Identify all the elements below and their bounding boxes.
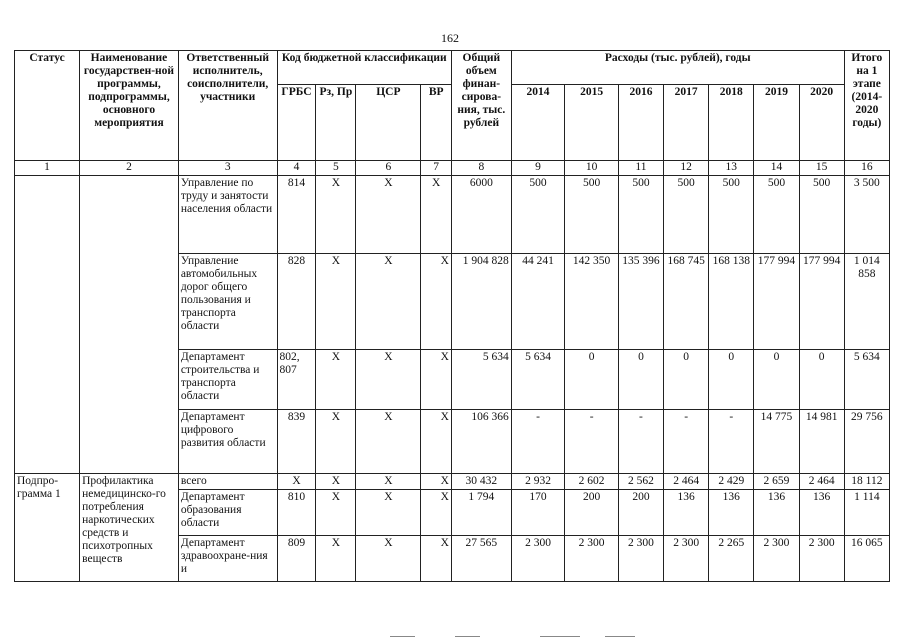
vr-cell: Х: [421, 410, 451, 474]
stage-total-cell: 16 065: [844, 536, 889, 582]
grbs-cell: 814: [277, 176, 316, 254]
year-value-cell: -: [565, 410, 619, 474]
executor-cell: Департамент строительства и транспорта области: [178, 350, 277, 410]
rz-pr-cell: Х: [316, 490, 356, 536]
csr-cell: Х: [356, 410, 421, 474]
year-value-cell: -: [511, 410, 565, 474]
year-value-cell: 136: [664, 490, 709, 536]
rz-pr-cell: Х: [316, 474, 356, 490]
year-value-cell: 5 634: [511, 350, 565, 410]
header-year: 2018: [709, 85, 754, 161]
year-value-cell: 2 464: [664, 474, 709, 490]
header-status: Статус: [15, 51, 80, 161]
year-value-cell: 14 981: [799, 410, 844, 474]
vr-cell: Х: [421, 490, 451, 536]
header-csr: ЦСР: [356, 85, 421, 161]
status-cell: [15, 176, 80, 474]
year-value-cell: 2 464: [799, 474, 844, 490]
csr-cell: Х: [356, 474, 421, 490]
year-value-cell: 168 138: [709, 254, 754, 350]
year-value-cell: -: [618, 410, 663, 474]
rz-pr-cell: Х: [316, 410, 356, 474]
table-row: [15, 176, 890, 254]
executor-cell: Департамент цифрового развития области: [178, 410, 277, 474]
status-cell: Подпро-грамма 1: [15, 474, 80, 582]
csr-cell: Х: [356, 176, 421, 254]
stage-total-cell: 3 500: [844, 176, 889, 254]
header-year: 2017: [664, 85, 709, 161]
year-value-cell: 0: [618, 350, 663, 410]
year-value-cell: 2 300: [799, 536, 844, 582]
csr-cell: Х: [356, 536, 421, 582]
year-value-cell: 0: [709, 350, 754, 410]
total-cell: 30 432: [451, 474, 511, 490]
grbs-cell: 809: [277, 536, 316, 582]
year-value-cell: 0: [754, 350, 799, 410]
year-value-cell: 2 932: [511, 474, 565, 490]
year-value-cell: 500: [618, 176, 663, 254]
year-value-cell: 500: [511, 176, 565, 254]
csr-cell: Х: [356, 254, 421, 350]
column-number: 3: [178, 161, 277, 176]
csr-cell: Х: [356, 350, 421, 410]
year-value-cell: 170: [511, 490, 565, 536]
header-stage-total: Итого на 1 этапе (2014-2020 годы): [844, 51, 889, 161]
column-number: 7: [421, 161, 451, 176]
column-number: 8: [451, 161, 511, 176]
year-value-cell: 2 300: [618, 536, 663, 582]
header-year: 2020: [799, 85, 844, 161]
year-value-cell: 2 300: [664, 536, 709, 582]
total-cell: 106 366: [451, 410, 511, 474]
column-number: 4: [277, 161, 316, 176]
grbs-cell: Х: [277, 474, 316, 490]
header-year: 2014: [511, 85, 565, 161]
rz-pr-cell: Х: [316, 536, 356, 582]
year-value-cell: -: [709, 410, 754, 474]
column-number: 14: [754, 161, 799, 176]
executor-cell: Управление по труду и занятости населения области: [178, 176, 277, 254]
rz-pr-cell: Х: [316, 350, 356, 410]
year-value-cell: 500: [664, 176, 709, 254]
year-value-cell: 2 602: [565, 474, 619, 490]
header-year: 2016: [618, 85, 663, 161]
scan-shadow-line: [605, 636, 635, 637]
header-executor: Ответственный исполнитель, соисполнители, участники: [178, 51, 277, 161]
column-number: 13: [709, 161, 754, 176]
year-value-cell: 177 994: [799, 254, 844, 350]
program-name-cell: [80, 176, 179, 474]
year-value-cell: 2 300: [565, 536, 619, 582]
executor-cell: Департамент здравоохране-ния и: [178, 536, 277, 582]
year-value-cell: -: [664, 410, 709, 474]
header-grbs: ГРБС: [277, 85, 316, 161]
stage-total-cell: 29 756: [844, 410, 889, 474]
header-name: Наименование государствен-ной программы, подпрограммы, основного мероприятия: [80, 51, 179, 161]
total-cell: 27 565: [451, 536, 511, 582]
rz-pr-cell: Х: [316, 176, 356, 254]
program-name-cell: Профилактика немедицинско-го потребления наркотических средств и психотропных веществ: [80, 474, 179, 582]
vr-cell: Х: [421, 176, 451, 254]
total-cell: 1 904 828: [451, 254, 511, 350]
year-value-cell: 44 241: [511, 254, 565, 350]
year-value-cell: 136: [754, 490, 799, 536]
year-value-cell: 168 745: [664, 254, 709, 350]
vr-cell: Х: [421, 254, 451, 350]
rz-pr-cell: Х: [316, 254, 356, 350]
total-cell: 1 794: [451, 490, 511, 536]
year-value-cell: 0: [664, 350, 709, 410]
total-cell: 6000: [451, 176, 511, 254]
vr-cell: Х: [421, 536, 451, 582]
column-number: 10: [565, 161, 619, 176]
column-number: 5: [316, 161, 356, 176]
vr-cell: Х: [421, 350, 451, 410]
column-number: 11: [618, 161, 663, 176]
year-value-cell: 14 775: [754, 410, 799, 474]
column-number: 16: [844, 161, 889, 176]
grbs-cell: 802, 807: [277, 350, 316, 410]
column-number: 2: [80, 161, 179, 176]
table-row: [15, 474, 890, 490]
grbs-cell: 839: [277, 410, 316, 474]
year-value-cell: 2 429: [709, 474, 754, 490]
year-value-cell: 2 659: [754, 474, 799, 490]
executor-cell: всего: [178, 474, 277, 490]
page-number: 162: [441, 31, 459, 45]
year-value-cell: 500: [754, 176, 799, 254]
header-total: Общий объем финан-сирова-ния, тыс. рублей: [451, 51, 511, 161]
year-value-cell: 500: [709, 176, 754, 254]
year-value-cell: 2 265: [709, 536, 754, 582]
column-number: 9: [511, 161, 565, 176]
header-rz-pr: Рз, Пр: [316, 85, 356, 161]
stage-total-cell: 18 112: [844, 474, 889, 490]
year-value-cell: 500: [565, 176, 619, 254]
executor-cell: Департамент образования области: [178, 490, 277, 536]
year-value-cell: 2 300: [754, 536, 799, 582]
total-cell: 5 634: [451, 350, 511, 410]
year-value-cell: 177 994: [754, 254, 799, 350]
year-value-cell: 136: [709, 490, 754, 536]
column-number: 12: [664, 161, 709, 176]
column-number: 6: [356, 161, 421, 176]
year-value-cell: 135 396: [618, 254, 663, 350]
stage-total-cell: 5 634: [844, 350, 889, 410]
year-value-cell: 136: [799, 490, 844, 536]
header-year: 2015: [565, 85, 619, 161]
grbs-cell: 828: [277, 254, 316, 350]
executor-cell: Управление автомобильных дорог общего пользования и транспорта области: [178, 254, 277, 350]
column-number: 15: [799, 161, 844, 176]
scan-shadow-line: [455, 636, 480, 637]
header-vr: ВР: [421, 85, 451, 161]
year-value-cell: 200: [618, 490, 663, 536]
year-value-cell: 200: [565, 490, 619, 536]
csr-cell: Х: [356, 490, 421, 536]
scan-shadow-line: [540, 636, 580, 637]
header-budget-code: Код бюджетной классификации: [277, 51, 451, 85]
stage-total-cell: 1 114: [844, 490, 889, 536]
scan-shadow-line: [390, 636, 415, 637]
year-value-cell: 2 562: [618, 474, 663, 490]
vr-cell: Х: [421, 474, 451, 490]
grbs-cell: 810: [277, 490, 316, 536]
year-value-cell: 500: [799, 176, 844, 254]
budget-table: [14, 50, 890, 582]
column-number-row: [15, 161, 890, 176]
year-value-cell: 2 300: [511, 536, 565, 582]
year-value-cell: 142 350: [565, 254, 619, 350]
header-expenses: Расходы (тыс. рублей), годы: [511, 51, 844, 85]
column-number: 1: [15, 161, 80, 176]
year-value-cell: 0: [799, 350, 844, 410]
stage-total-cell: 1 014 858: [844, 254, 889, 350]
header-year: 2019: [754, 85, 799, 161]
year-value-cell: 0: [565, 350, 619, 410]
